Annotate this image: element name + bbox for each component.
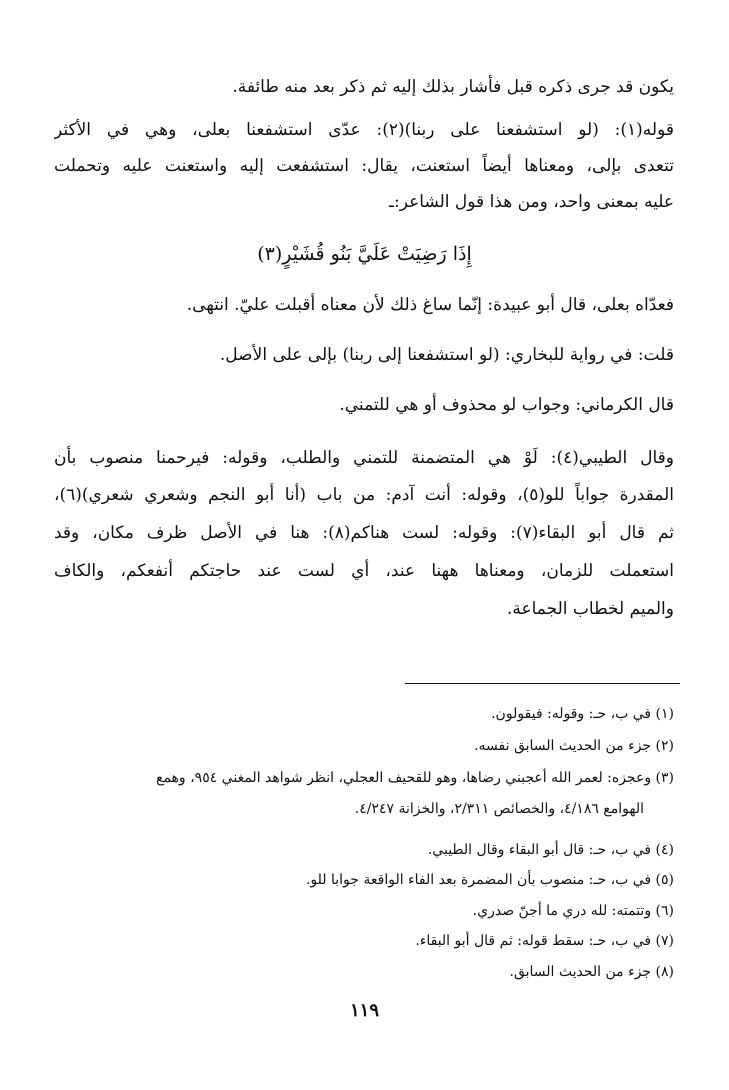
text-line-3: تتعدى بإلى، ومعناها أيضاً استعنت، يقال: استشفعت إليه واستعنت عليه وتحملت <box>54 156 674 176</box>
text-line-13: والميم لخطاب الجماعة. <box>506 599 674 619</box>
footnote-2: (٢) جزء من الحديث السابق نفسه. <box>474 738 674 754</box>
text-line-10: المقدرة جواباً للو(٥)، وقوله: أنت آدم: من باب (أنا أبو النجم وشعري شعري)(٦)، <box>54 485 674 505</box>
text-line-2: قوله(١): (لو استشفعنا على ربنا)(٢): عدّى استشفعنا بعلى، وهي في الأكثر <box>54 120 674 140</box>
footnote-8: (٨) جزء من الحديث السابق. <box>509 964 674 980</box>
footnote-5: (٥) في ب، حـ: منصوب بأن المضمرة بعد الفاء الواقعة جوابا للو. <box>305 872 674 888</box>
footnote-3-continued: الهوامع ٤/١٨٦، والخصائص ٢/٣١١، والخزانة ٤/٢٤٧. <box>354 801 644 817</box>
text-line-11: ثم قال أبو البقاء(٧): وقوله: لست هناكم(٨): هنا في الأصل ظرف مكان، وقد <box>54 523 674 543</box>
footnote-6: (٦) وتتمته: لله دري ما أجنّ صدري. <box>472 903 674 919</box>
footnote-separator <box>405 683 680 684</box>
text-line-9: وقال الطيبي(٤): لَوْ هي المتضمنة للتمني والطلب، وقوله: فيرحمنا منصوب بأن <box>54 448 674 468</box>
text-line-6: فعدّاه بعلى، قال أبو عبيدة: إنّما ساغ ذلك لأن معناه أقبلت عليّ. انتهى. <box>186 295 674 315</box>
page-number: ١١٩ <box>349 1000 379 1021</box>
footnote-1: (١) في ب، حـ: وقوله: فيقولون. <box>491 706 674 722</box>
footnote-4: (٤) في ب، حـ: قال أبو البقاء وقال الطيبي. <box>427 842 674 858</box>
text-line-7: قلت: في رواية للبخاري: (لو استشفعنا إلى ربنا) بإلى على الأصل. <box>219 345 674 365</box>
footnote-7: (٧) في ب، حـ: سقط قوله: ثم قال أبو البقاء. <box>415 933 674 949</box>
text-line-4: عليه بمعنى واحد، ومن هذا قول الشاعر:ـ <box>389 192 674 212</box>
poetry-verse: إِذَا رَضِيَتْ عَلَيَّ بَنُو قُشَيْرٍ(٣) <box>257 243 472 265</box>
text-line-12: استعملت للزمان، ومعناها ههنا عند، أي لست عند حاجتكم أنفعكم، والكاف <box>54 561 674 581</box>
footnote-3: (٣) وعجزه: لعمر الله أعجبني رضاها، وهو للقحيف العجلي، انظر شواهد المغني ٩٥٤، وهمع <box>156 770 674 786</box>
text-line-8: قال الكرماني: وجواب لو محذوف أو هي للتمني. <box>339 395 674 415</box>
text-line-1: يكون قد جرى ذكره قبل فأشار بذلك إليه ثم ذكر بعد منه طائفة. <box>232 77 674 97</box>
